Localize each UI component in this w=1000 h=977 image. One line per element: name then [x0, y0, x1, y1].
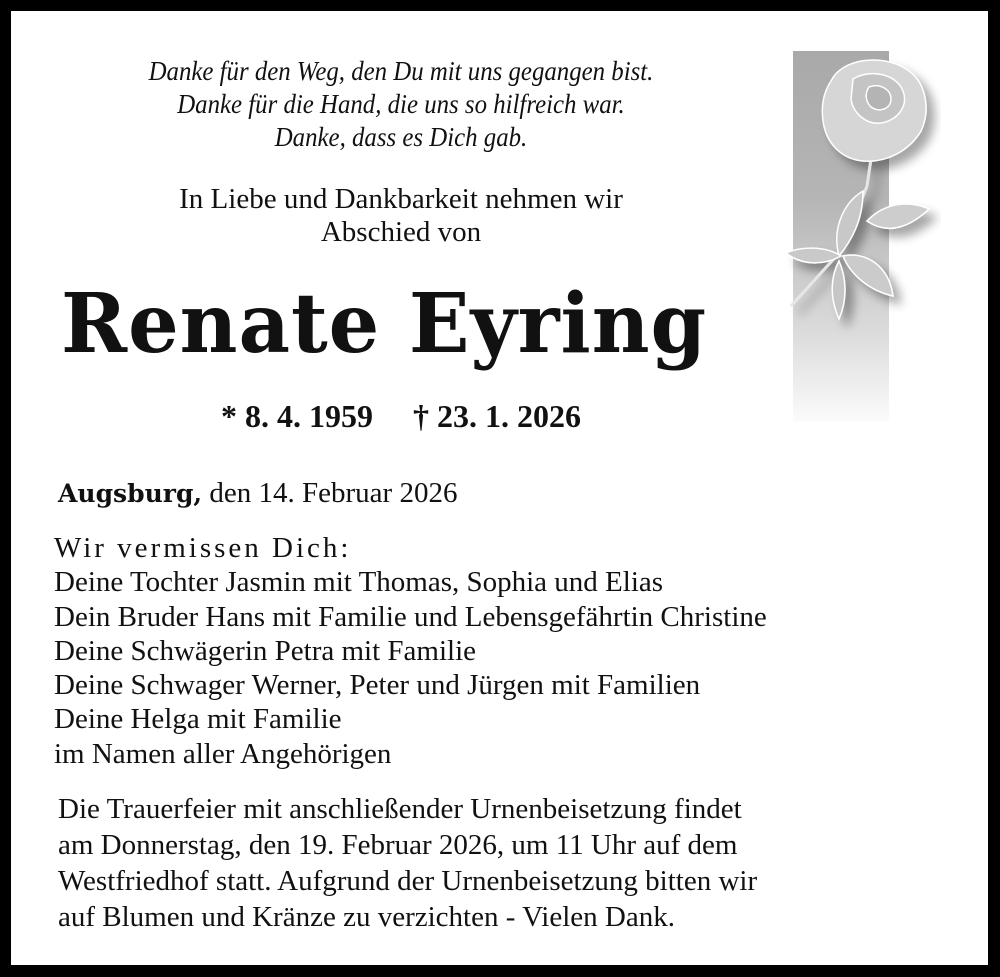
mourner-item: Deine Schwägerin Petra mit Familie — [54, 634, 477, 667]
ceremony-line: Die Trauerfeier mit anschließender Urnenbeisetzung findet — [58, 793, 742, 825]
verse-line: Danke für den Weg, den Du mit uns gegangen bist. — [148, 56, 654, 86]
mourner-item: im Namen aller Angehörigen — [54, 737, 392, 770]
cross-icon: † — [413, 398, 429, 434]
ceremony-line: Westfriedhof statt. Aufgrund der Urnenbeisetzung bitten wir — [58, 865, 758, 897]
place-and-date — [58, 476, 457, 511]
memorial-verse — [42, 55, 760, 154]
mourner-item: Deine Tochter Jasmin mit Thomas, Sophia und Elias — [54, 566, 664, 599]
birth-date: 8. 4. 1959 — [245, 398, 373, 434]
mourner-item: Dein Bruder Hans mit Familie und Lebensgefährtin Christine — [54, 600, 767, 633]
mourners-list — [54, 531, 767, 771]
intro-line: Abschied von — [320, 216, 482, 248]
birth-symbol: * — [221, 398, 237, 434]
life-dates — [11, 397, 791, 435]
rose-icon — [771, 51, 941, 351]
obituary-notice — [11, 11, 988, 965]
mourner-item: Deine Helga mit Familie — [54, 703, 342, 736]
mourner-item: Deine Schwager Werner, Peter und Jürgen mit Familien — [54, 669, 701, 702]
ceremony-line: am Donnerstag, den 19. Februar 2026, um 11 Uhr auf dem — [58, 829, 738, 861]
ceremony-details — [58, 791, 757, 935]
deceased-name: Renate Eyring — [61, 276, 708, 372]
ceremony-line: auf Blumen und Kränze zu verzichten - Vielen Dank. — [58, 901, 675, 933]
death-date: 23. 1. 2026 — [437, 398, 581, 434]
mourners-heading: Wir vermissen Dich: — [54, 532, 352, 564]
farewell-intro — [11, 183, 791, 249]
city: Augsburg, — [58, 479, 203, 508]
rose-decoration — [771, 51, 941, 431]
verse-line: Danke für die Hand, die uns so hilfreich war. — [177, 89, 625, 119]
intro-line: In Liebe und Dankbarkeit nehmen wir — [179, 183, 623, 215]
notice-date: den 14. Februar 2026 — [202, 477, 458, 509]
verse-line: Danke, dass es Dich gab. — [274, 122, 528, 152]
